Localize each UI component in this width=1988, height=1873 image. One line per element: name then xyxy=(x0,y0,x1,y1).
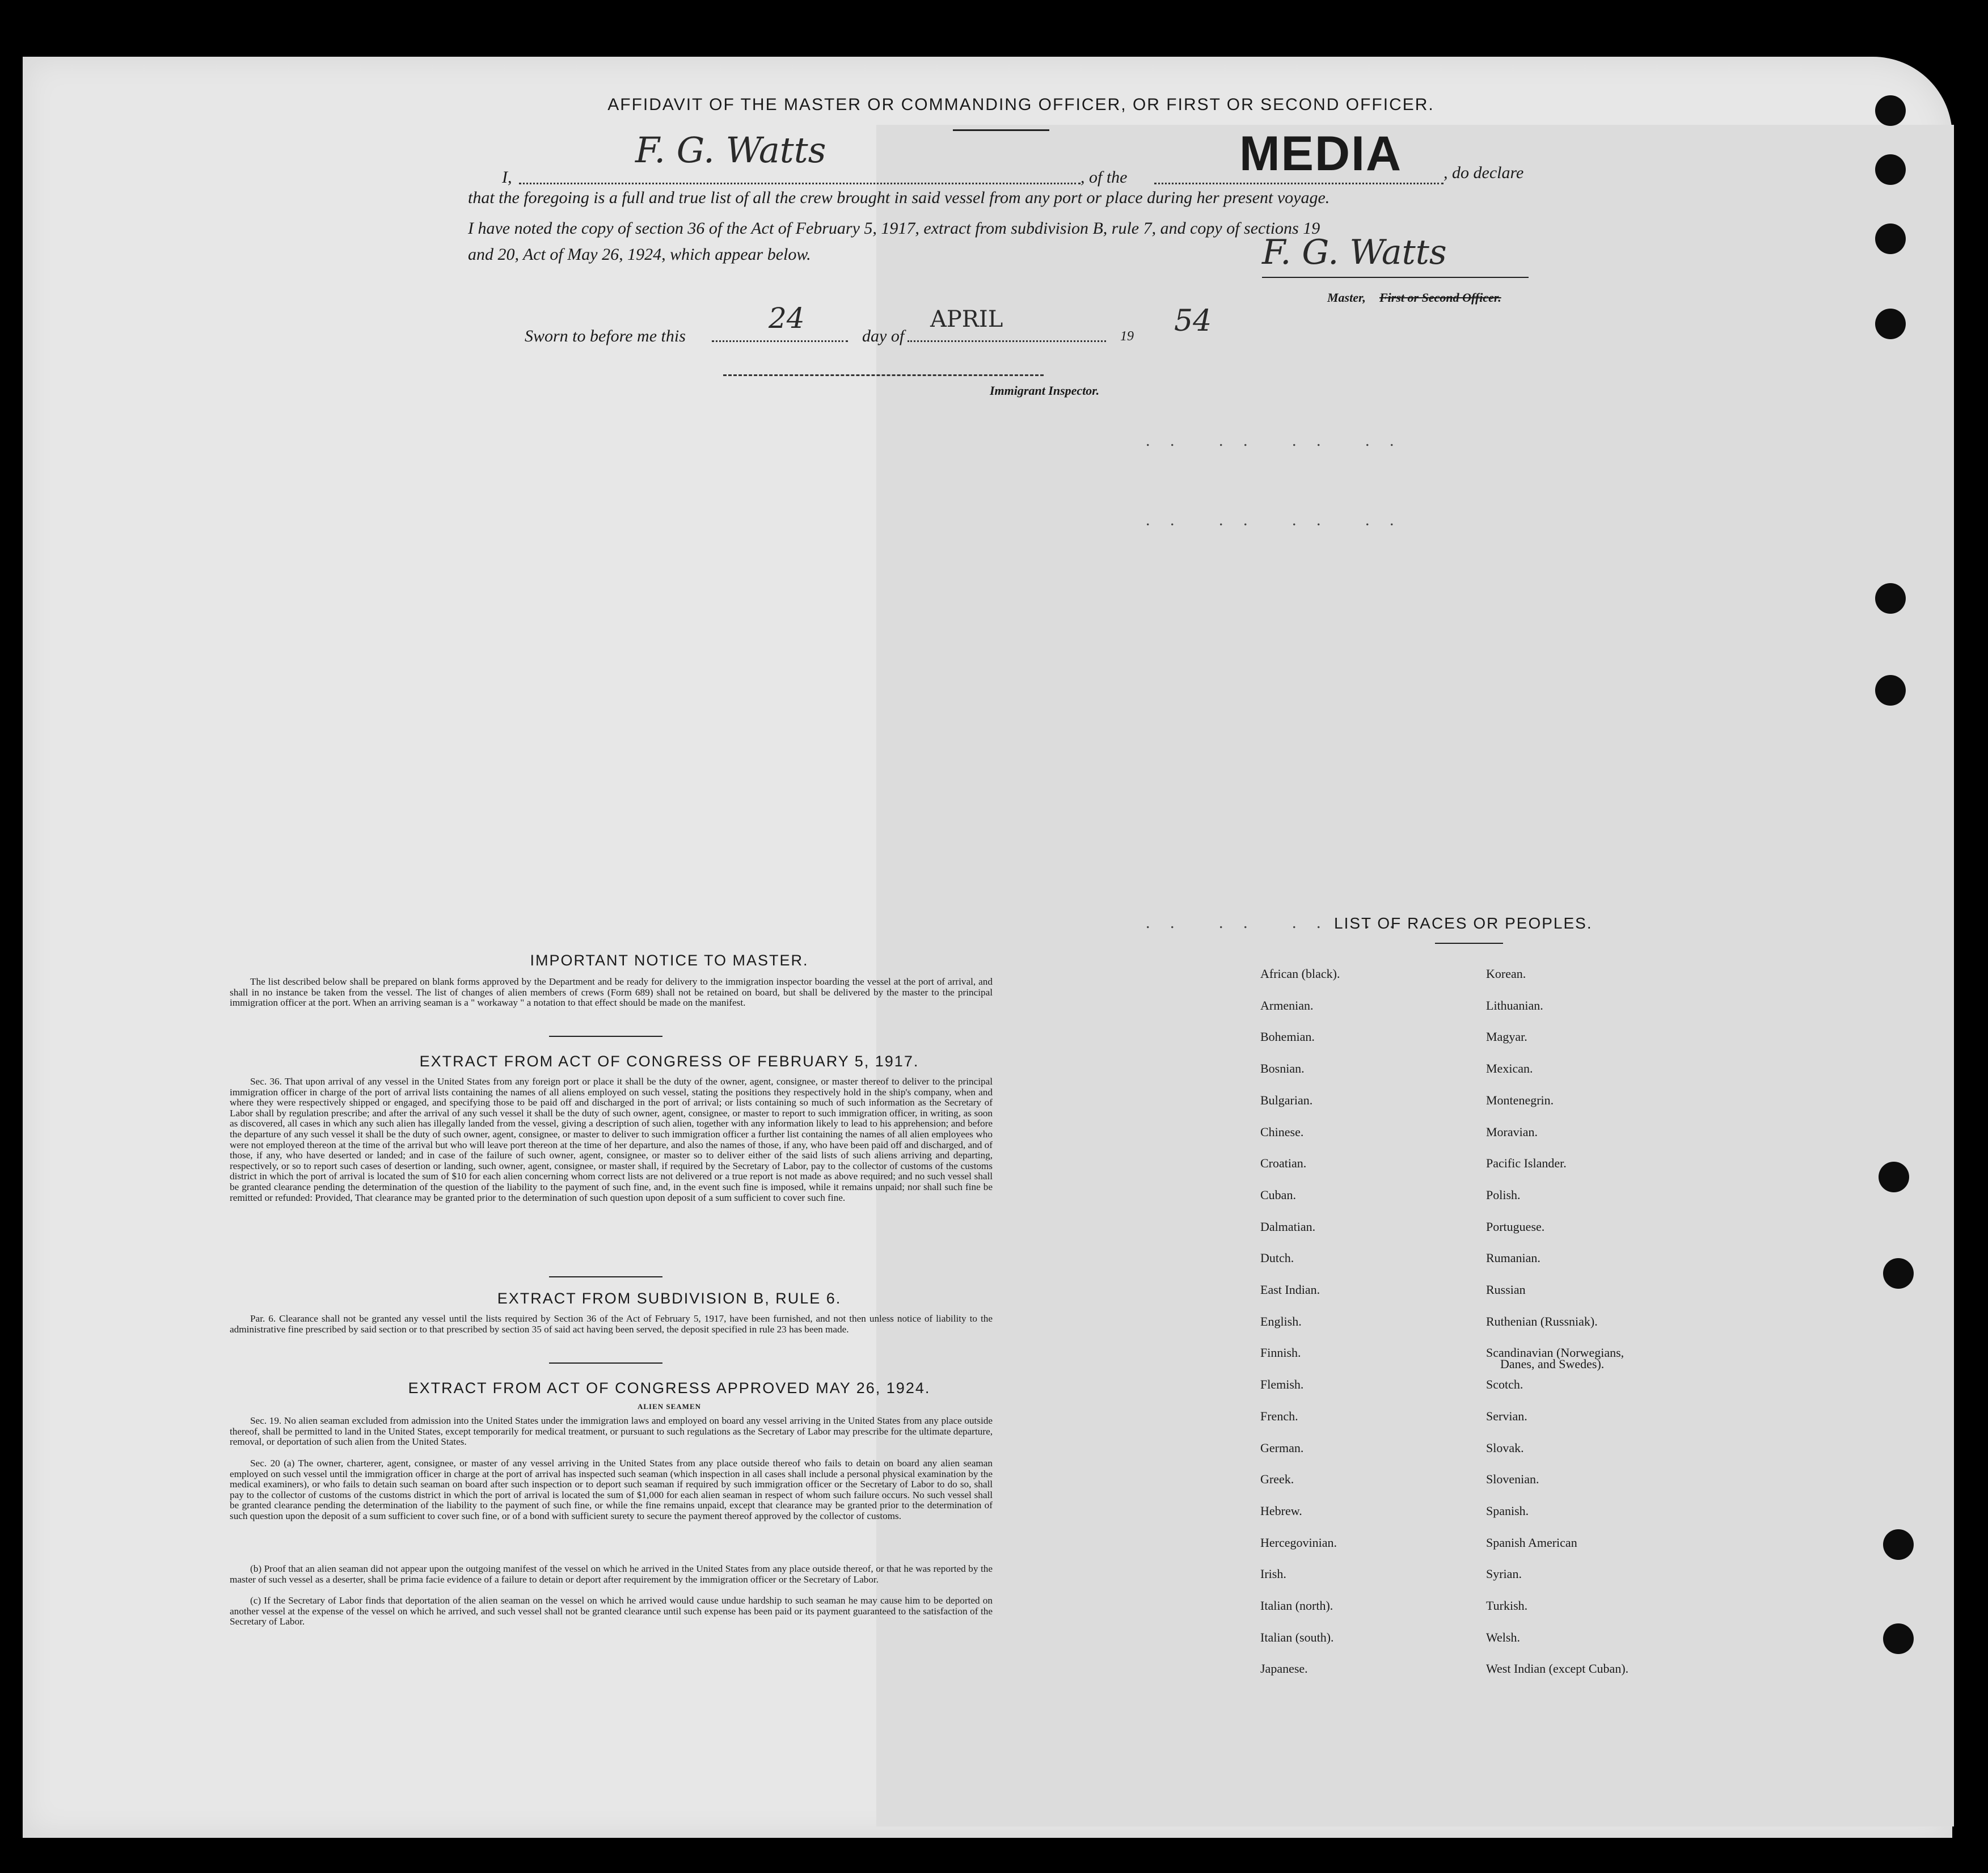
sec19-body: Sec. 19. No alien seaman excluded from admission into the United States under the immigration laws and employed on board any vessel arriving in the United States from any place outside thereof, shall be permitted to land in the United States, except temporarily for medical treatment, or pursuant to such regulations as the Secretary of Labor may prescribe for the ultimate departure, removal, or deportation of such alien from the United States. xyxy=(230,1415,993,1448)
race-item: Greek. xyxy=(1260,1472,1294,1487)
race-item: West Indian (except Cuban). xyxy=(1486,1661,1629,1676)
do-declare-label: , do declare xyxy=(1443,163,1524,182)
race-item: Danes, and Swedes). xyxy=(1500,1357,1605,1371)
race-item: Spanish American xyxy=(1486,1535,1577,1550)
race-item: Turkish. xyxy=(1486,1598,1528,1613)
sec20b-body: (b) Proof that an alien seaman did not appear upon the outgoing manifest of the vessel on which he arrived in the United States from any place outside thereof, or that he was reported by the master of such vessel as a deserter, shall be prima facie evidence of a failure to detain or deport after requirement by the immigration officer or the Secretary of Labor. xyxy=(230,1563,993,1585)
race-item: Hercegovinian. xyxy=(1260,1535,1337,1550)
scan-artifact: . . . . . . . . xyxy=(1146,511,1402,529)
rule6-title: EXTRACT FROM SUBDIVISION B, RULE 6. xyxy=(497,1290,842,1307)
punch-hole xyxy=(1875,675,1906,706)
punch-hole xyxy=(1883,1529,1914,1560)
race-item: African (black). xyxy=(1260,967,1340,981)
race-item: Bohemian. xyxy=(1260,1030,1315,1044)
race-item: Servian. xyxy=(1486,1408,1527,1423)
race-item: Welsh. xyxy=(1486,1630,1520,1644)
race-item: Slovenian. xyxy=(1486,1472,1539,1487)
race-item: Ruthenian (Russniak). xyxy=(1486,1314,1598,1328)
race-item: Cuban. xyxy=(1260,1187,1296,1202)
race-item: Spanish. xyxy=(1486,1503,1529,1518)
race-item: Dutch. xyxy=(1260,1251,1294,1265)
race-item: Syrian. xyxy=(1486,1567,1522,1581)
affidavit-title: AFFIDAVIT OF THE MASTER OR COMMANDING OFFICER, OR FIRST OR SECOND OFFICER. xyxy=(607,95,1434,114)
scan-artifact: . . . . . . . . xyxy=(1146,913,1402,932)
punch-hole xyxy=(1883,1258,1914,1289)
race-item: English. xyxy=(1260,1314,1302,1328)
race-item: Bulgarian. xyxy=(1260,1092,1313,1107)
name-line xyxy=(519,183,1080,184)
day-line xyxy=(712,340,848,342)
affidavit-line: and 20, Act of May 26, 1924, which appear below. xyxy=(468,245,811,264)
race-item: Dalmatian. xyxy=(1260,1219,1316,1234)
underlying-sheet xyxy=(876,125,1954,1826)
race-item: Japanese. xyxy=(1260,1661,1308,1676)
race-item: Russian xyxy=(1486,1283,1526,1297)
race-item: Rumanian. xyxy=(1486,1251,1540,1265)
signature-line xyxy=(1262,277,1529,278)
race-item: French. xyxy=(1260,1408,1298,1423)
punch-hole xyxy=(1875,95,1906,126)
extract-1924-title: EXTRACT FROM ACT OF CONGRESS APPROVED MAY 26, 1924. xyxy=(408,1380,931,1397)
month-line xyxy=(908,340,1106,342)
race-item: Montenegrin. xyxy=(1486,1092,1554,1107)
race-item: Portuguese. xyxy=(1486,1219,1545,1234)
race-item: Hebrew. xyxy=(1260,1503,1302,1518)
rule6-body: Par. 6. Clearance shall not be granted any vessel until the lists required by Section 36 of the Act of February 5, 1917, have been furnished, and not then unless notice of liability to the administrative fine prescribed by said section or to that prescribed by section 35 of said act having been served, the deposit specified in rule 23 has been made. xyxy=(230,1313,993,1335)
punch-hole xyxy=(1875,583,1906,614)
signer-title-struck: First or Second Officer. xyxy=(1379,290,1501,305)
sworn-month: APRIL xyxy=(930,306,1003,332)
race-item: Armenian. xyxy=(1260,998,1314,1013)
divider xyxy=(549,1276,662,1277)
race-item: Chinese. xyxy=(1260,1124,1304,1139)
race-item: Croatian. xyxy=(1260,1156,1307,1171)
extract-1917-body: Sec. 36. That upon arrival of any vessel in the United States from any foreign port or place it shall be the duty of the owner, agent, consignee, or master thereof to deliver to the principal immigration officer in charge of the port of arrival lists containing the names of all aliens employed on such vessel, stating the positions they respectively hold in the ship's company, when and where they were respectively shipped or engaged, and specifying those to be paid off and discharged in the port of arrival; or lists containing so much of such information as the Secretary of Labor shall by regulation prescribe; and after the arrival of any such vessel it shall be the duty of such owner, agent, consignee, or master to report to such immigration officer, in writing, as soon as discovered, all cases in which any such alien has illegally landed from the vessel, giving a description of such alien, together with any information likely to lead to his apprehension; and before the departure of any such vessel it shall be the duty of such owner, agent, consignee, or master to deliver to such immigration officer a further list containing the names of all alien employees who were not employed thereon at the time of the arrival but who will leave port thereon at the time of her departure, and also the names of those, if any, who have been paid off and discharged, and of those, if any, who have deserted or landed; and in case of the failure of such owner, agent, consignee, or master so to deliver either of the said lists of such aliens arriving and departing, respectively, or so to report such cases of desertion or landing, such owner, agent, consignee, or master shall, if required by the Secretary of Labor, pay to the collector of customs of the customs district in which the port of arrival is located the sum of $10 for each alien concerning whom correct lists are not delivered or a true report is not made as above required; and no such vessel shall be granted clearance pending the determination of the question of the liability to the payment of such fine, and, in the event such fine is imposed, while it remains unpaid; nor shall such fine be remitted or refunded: Provided, That clearance may be granted prior to the determination of such question upon deposit of a sum sufficient to cover such fine. xyxy=(230,1076,993,1203)
sworn-day: 24 xyxy=(769,302,805,335)
alien-seamen-subtitle: ALIEN SEAMEN xyxy=(637,1402,702,1411)
day-of-label: day of xyxy=(862,327,905,345)
sworn-label: Sworn to before me this xyxy=(525,327,686,345)
race-item: German. xyxy=(1260,1440,1304,1455)
race-item: Pacific Islander. xyxy=(1486,1156,1567,1171)
year-suffix: 54 xyxy=(1174,304,1212,338)
affidavit-line: I have noted the copy of section 36 of the Act of February 5, 1917, extract from subdivision B, rule 7, and copy of sections 19 xyxy=(468,219,1320,238)
i-label: I, xyxy=(502,168,512,187)
race-item: East Indian. xyxy=(1260,1283,1320,1297)
punch-hole xyxy=(1875,154,1906,185)
race-item: Slovak. xyxy=(1486,1440,1524,1455)
race-item: Mexican. xyxy=(1486,1061,1533,1076)
race-item: Magyar. xyxy=(1486,1030,1527,1044)
sec20a-body: Sec. 20 (a) The owner, charterer, agent, consignee, or master of any vessel arriving in the United States from any place outside thereof who fails to detain on board any alien seaman employed on such vessel until the immigration officer in charge at the port of arrival has inspected such seaman (which inspection in all cases shall include a personal physical examination by the medical examiners), or who fails to detain such seaman on board after such inspection or to deport such seaman if required by such immigration officer or the Secretary of Labor to do so, shall pay to the collector of customs of the customs district in which the port of arrival is located the sum of $1,000 for each alien seaman in respect of whom such failure occurs. No such vessel shall be granted clearance pending the determination of the liability to the payment of such fine, or while the fine remains unpaid, except that clearance may be granted prior to the determination of such question upon the deposit of a sum sufficient to cover such fine, or of a bond with sufficient surety to secure the payment thereof approved by the collector of customs. xyxy=(230,1458,993,1521)
race-item: Korean. xyxy=(1486,967,1526,981)
vessel-name: MEDIA xyxy=(1239,126,1403,181)
race-item: Moravian. xyxy=(1486,1124,1538,1139)
divider xyxy=(549,1362,662,1364)
signer-title-master: Master, xyxy=(1327,290,1366,305)
affidavit-line: that the foregoing is a full and true list of all the crew brought in said vessel from any port or place during her present voyage. xyxy=(468,188,1330,207)
punch-hole xyxy=(1883,1623,1914,1654)
race-item: Finnish. xyxy=(1260,1345,1301,1360)
race-item: Flemish. xyxy=(1260,1377,1304,1392)
race-item: Lithuanian. xyxy=(1486,998,1543,1013)
punch-hole xyxy=(1875,223,1906,254)
race-item: Scotch. xyxy=(1486,1377,1523,1392)
vessel-line xyxy=(1154,183,1443,184)
inspector-line xyxy=(723,374,1044,376)
divider xyxy=(1435,943,1503,944)
race-item: Bosnian. xyxy=(1260,1061,1305,1076)
of-the-label: , of the xyxy=(1080,168,1128,187)
inspector-label: Immigrant Inspector. xyxy=(990,383,1100,398)
extract-1917-title: EXTRACT FROM ACT OF CONGRESS OF FEBRUARY 5, 1917. xyxy=(419,1053,919,1070)
divider xyxy=(549,1036,662,1037)
race-item: Italian (north). xyxy=(1260,1598,1333,1613)
sec20c-body: (c) If the Secretary of Labor finds that deportation of the alien seaman on the vessel on which he arrived would cause undue hardship to such seaman he may cause him to be deported on another vessel at the expense of the vessel on which he arrived, and such vessel shall not be granted clearance until such expense has been paid or its payment guaranteed to the satisfaction of the Secretary of Labor. xyxy=(230,1595,993,1627)
race-item: Italian (south). xyxy=(1260,1630,1334,1644)
notice-title: IMPORTANT NOTICE TO MASTER. xyxy=(530,952,809,969)
punch-hole xyxy=(1879,1162,1909,1192)
master-signature: F. G. Watts xyxy=(1262,233,1447,272)
scan-artifact: . . . . . . . . xyxy=(1146,431,1402,450)
officer-name: F. G. Watts xyxy=(635,129,826,171)
races-title: LIST OF RACES OR PEOPLES. xyxy=(1334,914,1593,932)
year-prefix: 19 xyxy=(1120,329,1134,344)
divider xyxy=(953,129,1049,131)
race-item: Irish. xyxy=(1260,1567,1286,1581)
race-item: Polish. xyxy=(1486,1187,1521,1202)
notice-body: The list described below shall be prepared on blank forms approved by the Department and be ready for delivery to the immigration inspector boarding the vessel at the port of arrival, and shall in no instance be taken from the vessel. The list of changes of alien members of crews (Form 689) shall not be retained on board, but shall be delivered by the master to the principal immigration officer at the port. When an arriving seaman is a " workaway " a notation to that effect should be made on the manifest. xyxy=(230,976,993,1009)
punch-hole xyxy=(1875,309,1906,339)
race-item: Scandinavian (Norwegians, xyxy=(1486,1345,1624,1360)
